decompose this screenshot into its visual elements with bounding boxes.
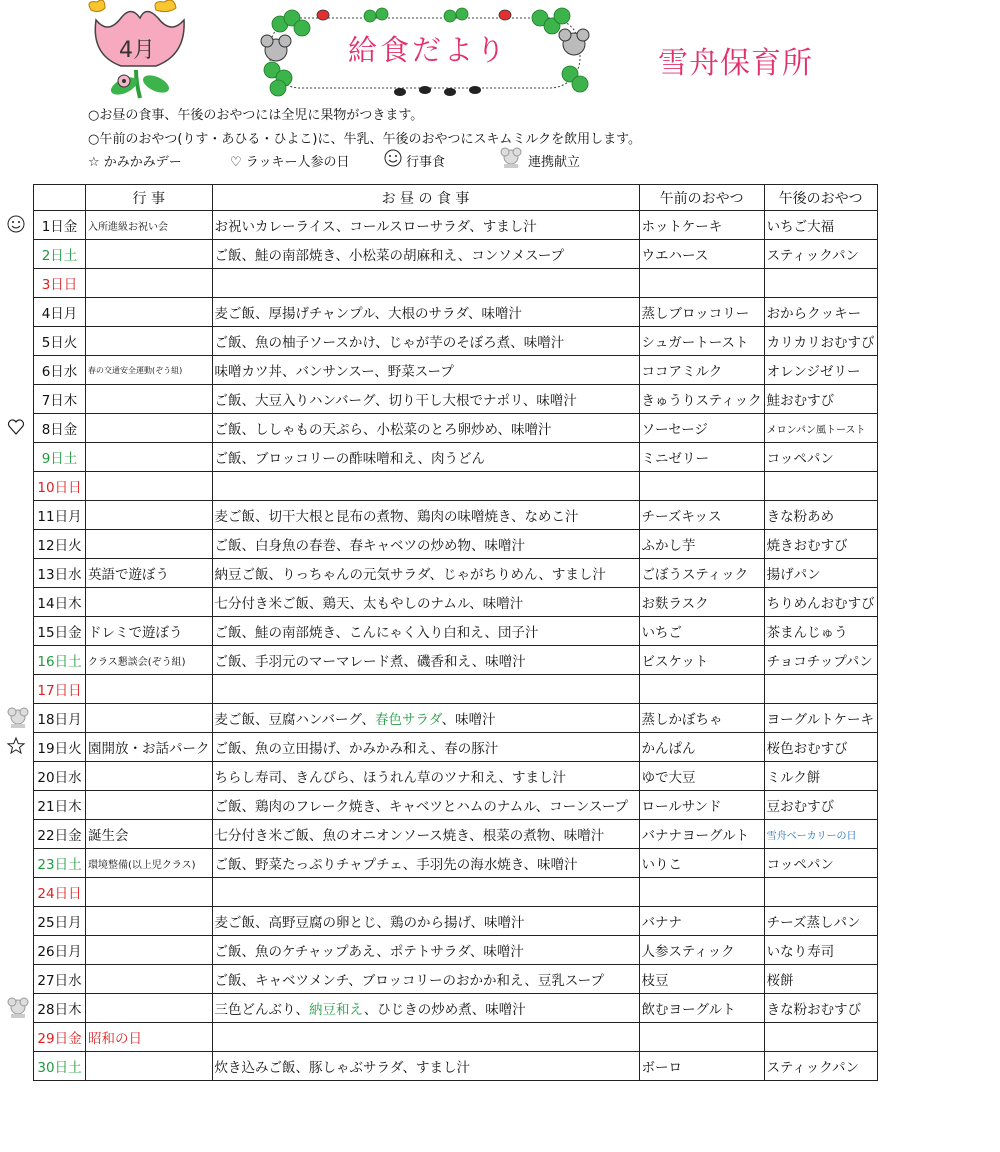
event-cell: 英語で遊ぼう [86,559,213,588]
lunch-cell: ご飯、魚の立田揚げ、かみかみ和え、春の豚汁 [212,733,639,762]
lunch-cell [212,269,639,298]
legend-star: ☆ かみかみデー [88,154,182,170]
star-icon [6,736,30,760]
event-cell [86,878,213,907]
table-row [34,327,878,356]
date-cell: 4日月 [34,298,86,327]
pm-snack-cell: ヨーグルトケーキ [764,704,877,733]
event-cell [86,501,213,530]
mascot-icon [6,997,30,1021]
heart-icon [6,417,30,441]
smile-icon [384,149,406,171]
date-cell: 16日土 [34,646,86,675]
date-cell: 29日金 [34,1023,86,1052]
am-snack-cell: ふかし芋 [639,530,764,559]
lunch-cell: ご飯、ししゃもの天ぷら、小松菜のとろ卵炒め、味噌汁 [212,414,639,443]
date-cell: 21日木 [34,791,86,820]
date-cell: 17日日 [34,675,86,704]
pm-snack-cell [764,675,877,704]
table-row [34,240,878,269]
am-snack-cell: ボーロ [639,1052,764,1081]
am-snack-cell: お麩ラスク [639,588,764,617]
lunch-cell: お祝いカレーライス、コールスローサラダ、すまし汁 [212,211,639,240]
pm-snack-cell [764,1023,877,1052]
lunch-text: 三色どんぶり、 [214,1002,309,1018]
am-snack-cell: ごぼうスティック [639,559,764,588]
am-snack-cell: いちご [639,617,764,646]
table-row [34,907,878,936]
lunch-cell: 味噌カツ丼、バンサンスー、野菜スープ [212,356,639,385]
lunch-cell: 麦ご飯、厚揚げチャンプル、大根のサラダ、味噌汁 [212,298,639,327]
lunch-cell: ちらし寿司、きんぴら、ほうれん草のツナ和え、すまし汁 [212,762,639,791]
am-snack-cell: 人参スティック [639,936,764,965]
table-row [34,965,878,994]
pm-snack-cell: きな粉あめ [764,501,877,530]
am-snack-cell [639,269,764,298]
table-row [34,1023,878,1052]
pm-snack-cell: 焼きおむすび [764,530,877,559]
date-cell: 8日金 [34,414,86,443]
smile-icon [6,214,30,238]
am-snack-cell: 蒸しかぼちゃ [639,704,764,733]
pm-snack-cell: チョコチップパン [764,646,877,675]
menu-table [33,184,878,1081]
lunch-cell: ご飯、大豆入りハンバーグ、切り干し大根でナポリ、味噌汁 [212,385,639,414]
header-lunch: お 昼 の 食 事 [212,185,639,211]
lunch-cell [212,994,639,1023]
lunch-text: 麦ご飯、豆腐ハンバーグ、 [214,712,376,728]
date-cell: 18日月 [34,704,86,733]
am-snack-cell: ウエハース [639,240,764,269]
pm-snack-cell: いちご大福 [764,211,877,240]
table-row [34,588,878,617]
date-cell: 5日火 [34,327,86,356]
legend-heart: ♡ ラッキー人参の日 [230,154,350,170]
event-cell [86,994,213,1023]
pm-snack-cell: カリカリおむすび [764,327,877,356]
pm-snack-cell: おからクッキー [764,298,877,327]
legend [88,150,580,170]
lunch-cell [212,472,639,501]
lunch-cell [212,704,639,733]
table-row [34,298,878,327]
date-cell: 10日日 [34,472,86,501]
table-row [34,994,878,1023]
event-cell [86,588,213,617]
table-row [34,269,878,298]
pm-snack-cell [764,269,877,298]
date-cell: 3日日 [34,269,86,298]
table-header-row [34,185,878,211]
lunch-cell: ご飯、鶏肉のフレーク焼き、キャベツとハムのナムル、コーンスープ [212,791,639,820]
pm-snack-cell [764,472,877,501]
pm-snack-cell [764,878,877,907]
date-cell: 1日金 [34,211,86,240]
date-cell: 11日月 [34,501,86,530]
lunch-highlight: 春色サラダ [375,712,442,728]
table-row [34,530,878,559]
table-row [34,646,878,675]
date-cell: 12日火 [34,530,86,559]
table-row [34,559,878,588]
am-snack-cell: バナナ [639,907,764,936]
event-cell [86,1052,213,1081]
lunch-cell: ご飯、手羽元のマーマレード煮、磯香和え、味噌汁 [212,646,639,675]
table-row [34,414,878,443]
event-cell [86,472,213,501]
date-cell: 27日水 [34,965,86,994]
date-cell: 2日土 [34,240,86,269]
lunch-cell: 七分付き米ご飯、魚のオニオンソース焼き、根菜の煮物、味噌汁 [212,820,639,849]
newsletter-title: 給食だより [347,33,508,67]
am-snack-cell: いりこ [639,849,764,878]
table-row [34,501,878,530]
table-row [34,762,878,791]
pm-snack-cell: 桜餅 [764,965,877,994]
table-row [34,675,878,704]
lunch-cell: 七分付き米ご飯、鶏天、太もやしのナムル、味噌汁 [212,588,639,617]
am-snack-cell: ロールサンド [639,791,764,820]
pm-snack-cell: きな粉おむすび [764,994,877,1023]
event-cell [86,385,213,414]
am-snack-cell: ココアミルク [639,356,764,385]
note-fruit: ○お昼の食事、午後のおやつには全児に果物がつきます。 [88,108,424,123]
note-milk: ○午前のおやつ(りす・あひる・ひよこ)に、牛乳、午後のおやつにスキムミルクを飲用します。 [88,132,642,147]
date-cell: 14日木 [34,588,86,617]
pm-snack-cell: メロンパン風トースト [764,414,877,443]
pm-snack-cell: 桜色おむすび [764,733,877,762]
lunch-cell: 麦ご飯、高野豆腐の卵とじ、鶏のから揚げ、味噌汁 [212,907,639,936]
legend-mascot-label: 連携献立 [528,154,581,170]
table-row [34,936,878,965]
table-row [34,704,878,733]
table-row [34,878,878,907]
date-cell: 20日水 [34,762,86,791]
event-cell [86,762,213,791]
lunch-cell [212,675,639,704]
header-event: 行 事 [86,185,213,211]
event-cell: 入所進級お祝い会 [86,211,213,240]
date-cell: 7日木 [34,385,86,414]
header-date [34,185,86,211]
table-row [34,1052,878,1081]
date-cell: 28日木 [34,994,86,1023]
event-cell [86,269,213,298]
lunch-cell: ご飯、野菜たっぷりチャプチェ、手羽先の海水焼き、味噌汁 [212,849,639,878]
event-cell [86,675,213,704]
date-cell: 30日土 [34,1052,86,1081]
pm-snack-cell: スティックパン [764,240,877,269]
am-snack-cell: 蒸しブロッコリー [639,298,764,327]
pm-snack-cell: チーズ蒸しパン [764,907,877,936]
am-snack-cell [639,472,764,501]
lunch-cell: ご飯、魚のケチャップあえ、ポテトサラダ、味噌汁 [212,936,639,965]
date-cell: 13日水 [34,559,86,588]
lunch-highlight: 納豆和え [309,1002,364,1018]
lunch-text: 、味噌汁 [441,712,496,728]
event-cell [86,907,213,936]
date-cell: 26日月 [34,936,86,965]
month-label: 4月 [119,38,155,63]
table-row [34,820,878,849]
pm-snack-cell: 豆おむすび [764,791,877,820]
table-row [34,617,878,646]
pm-snack-cell: オレンジゼリー [764,356,877,385]
table-row [34,733,878,762]
event-cell: 春の交通安全運動(ぞう組) [86,356,213,385]
event-cell [86,530,213,559]
lunch-cell: ご飯、鮭の南部焼き、こんにゃく入り白和え、団子汁 [212,617,639,646]
date-cell: 6日水 [34,356,86,385]
lunch-cell [212,1023,639,1052]
event-cell [86,791,213,820]
event-cell [86,327,213,356]
lunch-cell: ご飯、キャベツメンチ、ブロッコリーのおかか和え、豆乳スープ [212,965,639,994]
lunch-cell: ご飯、魚の柚子ソースかけ、じゃが芋のそぼろ煮、味噌汁 [212,327,639,356]
lunch-text: 、ひじきの炒め煮、味噌汁 [363,1002,526,1018]
am-snack-cell: かんぱん [639,733,764,762]
date-cell: 9日土 [34,443,86,472]
lunch-cell: ご飯、ブロッコリーの酢味噌和え、肉うどん [212,443,639,472]
event-cell [86,240,213,269]
table-row [34,849,878,878]
am-snack-cell: チーズキッス [639,501,764,530]
am-snack-cell: ゆで大豆 [639,762,764,791]
header-am-snack: 午前のおやつ [639,185,764,211]
am-snack-cell: バナナヨーグルト [639,820,764,849]
date-cell: 24日日 [34,878,86,907]
pm-snack-cell: スティックパン [764,1052,877,1081]
am-snack-cell: きゅうりスティック [639,385,764,414]
am-snack-cell: シュガートースト [639,327,764,356]
am-snack-cell: ミニゼリー [639,443,764,472]
table-row [34,443,878,472]
event-cell [86,443,213,472]
date-cell: 15日金 [34,617,86,646]
pm-snack-cell: 鮭おむすび [764,385,877,414]
school-name: 雪舟保育所 [658,46,813,81]
pm-snack-cell: いなり寿司 [764,936,877,965]
date-cell: 19日火 [34,733,86,762]
table-row [34,356,878,385]
table-row [34,211,878,240]
lunch-cell: 麦ご飯、切干大根と昆布の煮物、鶏肉の味噌焼き、なめこ汁 [212,501,639,530]
legend-smile-label: 行事食 [406,154,446,170]
event-cell: ドレミで遊ぼう [86,617,213,646]
event-cell [86,298,213,327]
table-row [34,385,878,414]
lunch-cell [212,878,639,907]
mascot-icon [6,707,30,731]
pm-snack-cell: ちりめんおむすび [764,588,877,617]
am-snack-cell [639,675,764,704]
table-row [34,791,878,820]
event-cell: 誕生会 [86,820,213,849]
lunch-cell: 炊き込みご飯、豚しゃぶサラダ、すまし汁 [212,1052,639,1081]
lunch-cell: ご飯、鮭の南部焼き、小松菜の胡麻和え、コンソメスープ [212,240,639,269]
table-row [34,472,878,501]
event-cell [86,965,213,994]
lunch-cell: 納豆ご飯、りっちゃんの元気サラダ、じゃがちりめん、すまし汁 [212,559,639,588]
date-cell: 23日土 [34,849,86,878]
date-cell: 25日月 [34,907,86,936]
event-cell [86,414,213,443]
am-snack-cell: ビスケット [639,646,764,675]
event-cell [86,936,213,965]
event-cell [86,704,213,733]
am-snack-cell: ホットケーキ [639,211,764,240]
am-snack-cell: 飲むヨーグルト [639,994,764,1023]
lunch-cell: ご飯、白身魚の春巻、春キャベツの炒め物、味噌汁 [212,530,639,559]
header-pm-snack: 午後のおやつ [764,185,877,211]
pm-snack-cell: 揚げパン [764,559,877,588]
pm-snack-cell: ミルク餅 [764,762,877,791]
am-snack-cell: 枝豆 [639,965,764,994]
event-cell: 昭和の日 [86,1023,213,1052]
mascot-icon [498,147,528,173]
pm-snack-cell: コッペパン [764,849,877,878]
event-cell: 園開放・お話パーク [86,733,213,762]
am-snack-cell [639,1023,764,1052]
am-snack-cell: ソーセージ [639,414,764,443]
pm-snack-cell: 茶まんじゅう [764,617,877,646]
pm-snack-cell: 雪舟ベーカリーの日 [764,820,877,849]
event-cell: 環境整備(以上児クラス) [86,849,213,878]
am-snack-cell [639,878,764,907]
event-cell: クラス懇談会(ぞう組) [86,646,213,675]
pm-snack-cell: コッペパン [764,443,877,472]
date-cell: 22日金 [34,820,86,849]
